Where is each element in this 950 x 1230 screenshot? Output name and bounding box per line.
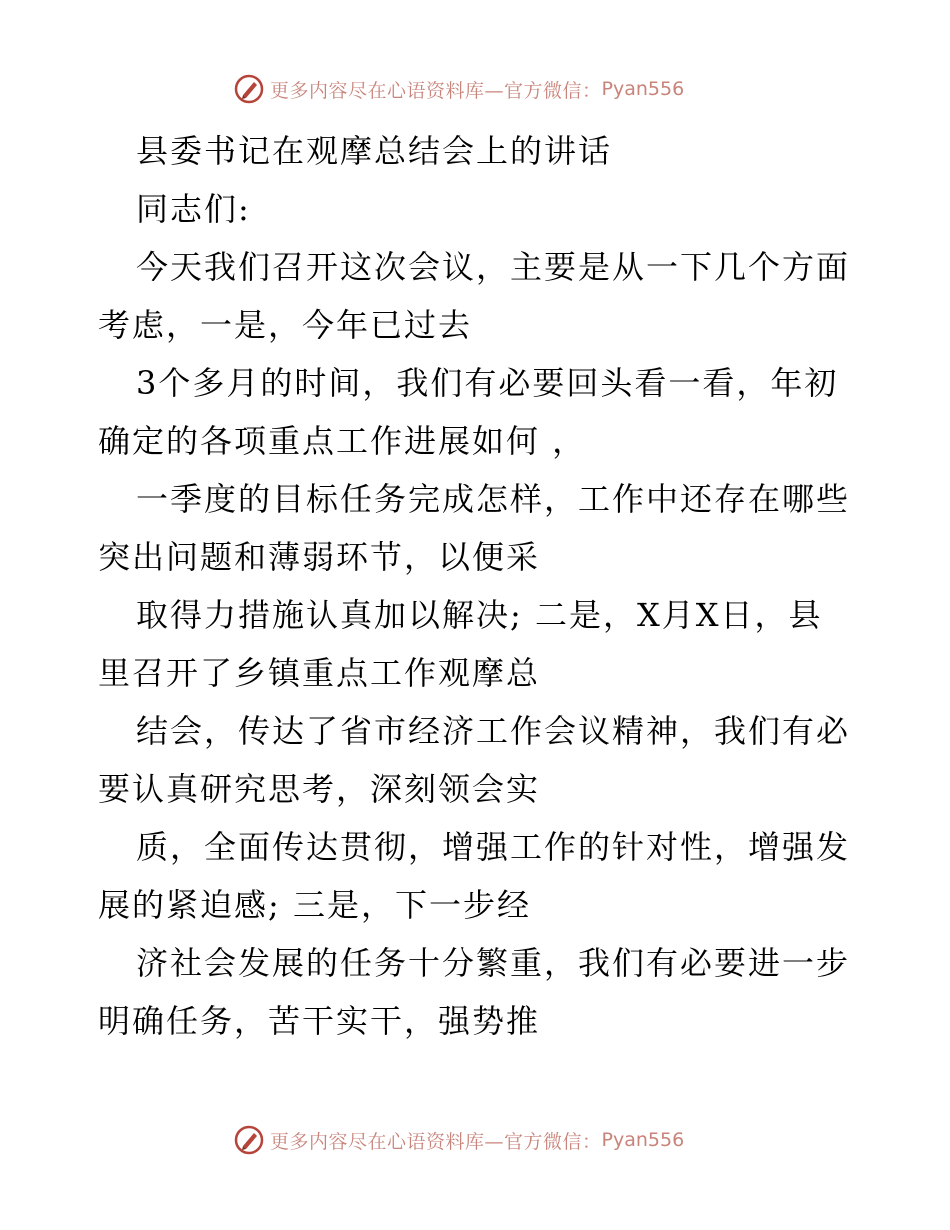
text-line: 明确任务，苦干实干，强势推 [98, 1002, 541, 1040]
document-title: 县委书记在观摩总结会上的讲话 [136, 132, 613, 170]
text-line: 结会，传达了省市经济工作会议精神，我们有必 [136, 712, 851, 750]
footer-banner [234, 1123, 684, 1157]
text-line: 一季度的目标任务完成怎样，工作中还存在哪些 [136, 480, 851, 518]
header-banner [234, 72, 684, 106]
pen-logo-icon [234, 74, 264, 104]
pen-logo-icon [234, 1125, 264, 1155]
salutation: 同志们: [136, 190, 251, 228]
text-line: 里召开了乡镇重点工作观摩总 [98, 654, 541, 692]
text-line: 展的紧迫感; 三是，下一步经 [98, 886, 531, 924]
text-line: 确定的各项重点工作进展如何 ， [98, 422, 587, 460]
text-line: 今天我们召开这次会议，主要是从一下几个方面 [136, 248, 851, 286]
footer-banner-wechat: Pyan556 [601, 1129, 685, 1151]
text-line: 突出问题和薄弱环节，以便采 [98, 538, 541, 576]
header-banner-text: 更多内容尽在心语资料库—官方微信： [270, 79, 602, 102]
document-body [98, 122, 858, 1050]
text-line: 考虑，一是，今年已过去 [98, 306, 473, 344]
text-line: 济社会发展的任务十分繁重，我们有必要进一步 [136, 944, 851, 982]
text-line: 取得力措施认真加以解决; 二是，X月X日，县 [136, 596, 823, 634]
text-line: 质，全面传达贯彻，增强工作的针对性，增强发 [136, 828, 851, 866]
text-line: 3个多月的时间，我们有必要回头看一看，年初 [136, 364, 839, 402]
header-banner-wechat: Pyan556 [601, 78, 685, 100]
text-line: 要认真研究思考，深刻领会实 [98, 770, 541, 808]
footer-banner-text: 更多内容尽在心语资料库—官方微信： [270, 1130, 602, 1153]
